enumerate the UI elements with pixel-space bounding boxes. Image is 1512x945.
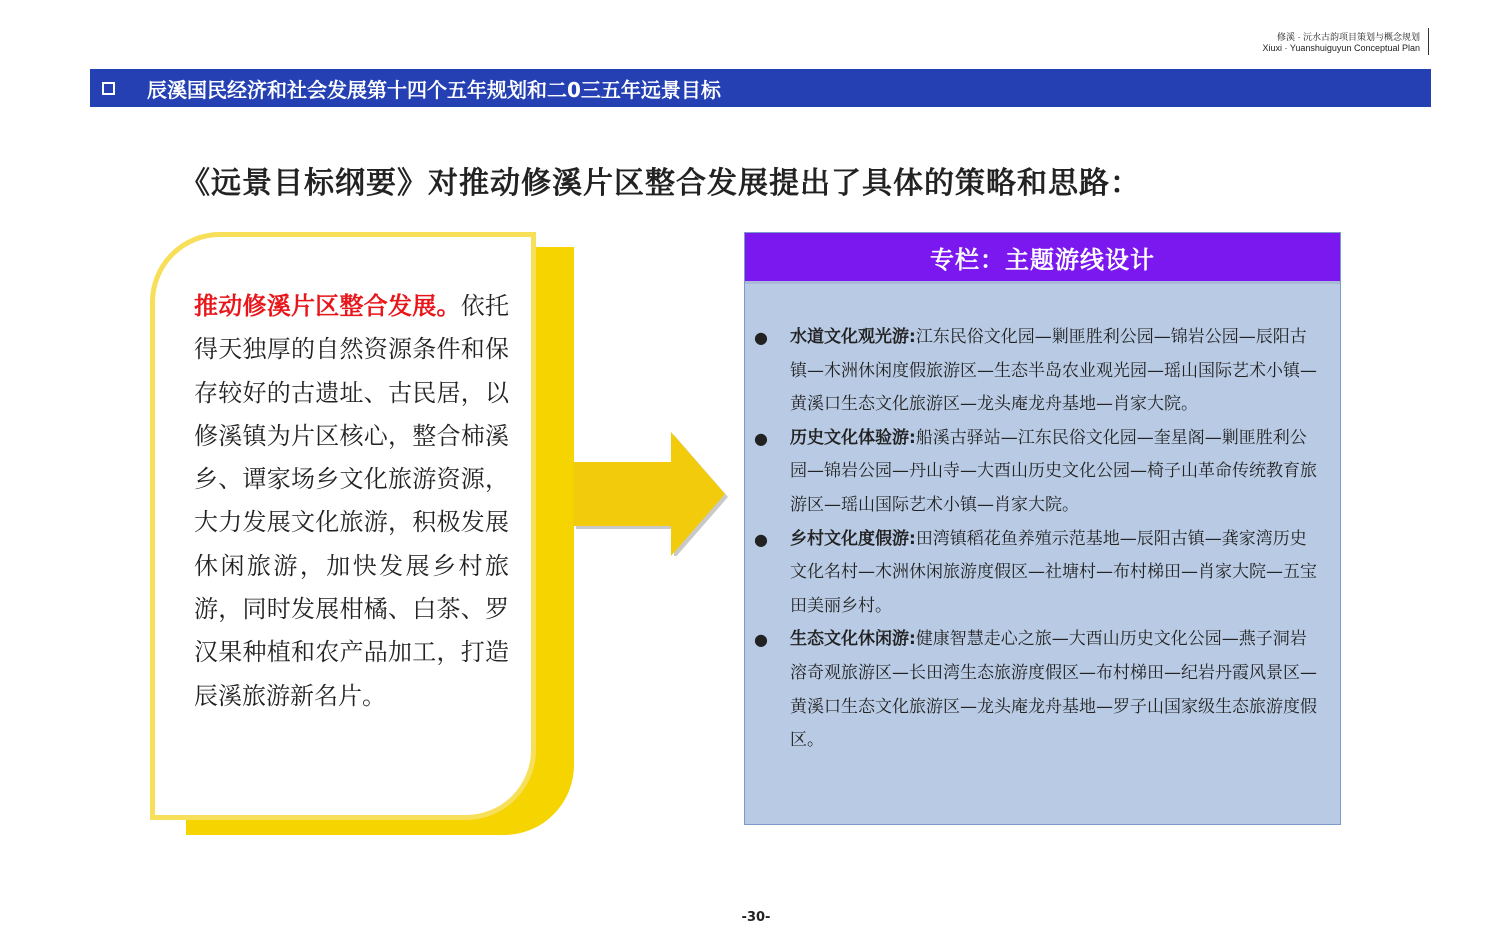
bullet-icon: ● bbox=[754, 428, 768, 448]
route-stops: 船溪古驿站—江东民俗文化园—奎星阁—剿匪胜利公园—锦岩公园—丹山寺—大酉山历史文化公园—椅子山革命传统教育旅游区—瑶山国际艺术小镇—肖家大院。 bbox=[790, 427, 1317, 515]
route-list bbox=[745, 321, 1340, 758]
route-stops: 健康智慧走心之旅—大酉山历史文化公园—燕子洞岩溶奇观旅游区—长田湾生态旅游度假区—布村梯田—纪岩丹霞风景区—黄溪口生态文化旅游区—龙头庵龙舟基地—罗子山国家级生态旅游度假区。 bbox=[790, 629, 1317, 751]
section-banner bbox=[90, 69, 1431, 107]
bullet-icon: ● bbox=[754, 630, 768, 650]
bullet-icon: ● bbox=[754, 328, 768, 347]
page-headline: 《远景目标纲要》对推动修溪片区整合发展提出了具体的策略和思路： bbox=[180, 166, 1141, 201]
panel-title: 专栏：主题游线设计 bbox=[930, 245, 1155, 274]
route-name: 乡村文化度假游: bbox=[790, 528, 916, 549]
list-item bbox=[745, 523, 1340, 624]
route-name: 生态文化休闲游: bbox=[790, 629, 916, 650]
bullet-icon: ● bbox=[754, 529, 768, 549]
page-number: -30- bbox=[741, 910, 771, 925]
checkbox-square-icon bbox=[102, 82, 115, 95]
header-title-en: Xiuxi · Yuanshuiguyun Conceptual Plan bbox=[1262, 43, 1420, 53]
strategy-body: 依托得天独厚的自然资源条件和保存较好的古遗址、古民居，以修溪镇为片区核心，整合柿溪乡、谭家场乡文化旅游资源，大力发展文化旅游，积极发展休闲旅游，加快发展乡村旅游，同时发展柑橘、白茶、罗汉果种植和农产品加工，打造辰溪旅游新名片。 bbox=[194, 292, 509, 710]
route-panel bbox=[744, 232, 1341, 825]
route-stops: 江东民俗文化园—剿匪胜利公园—锦岩公园—辰阳古镇—木洲休闲度假旅游区—生态半岛农业观光园—瑶山国际艺术小镇—黄溪口生态文化旅游区—龙头庵龙舟基地—肖家大院。 bbox=[790, 327, 1317, 415]
header-divider bbox=[1428, 28, 1429, 55]
right-arrow-icon bbox=[573, 432, 733, 556]
document-header bbox=[1263, 32, 1420, 54]
section-title: 辰溪国民经济和社会发展第十四个五年规划和二0三五年远景目标 bbox=[147, 77, 721, 102]
header-title-cn: 修溪 · 沅水古韵项目策划与概念规划 bbox=[1277, 32, 1420, 42]
list-item bbox=[745, 422, 1340, 523]
strategy-lead: 推动修溪片区整合发展。 bbox=[194, 292, 461, 320]
route-name: 水道文化观光游: bbox=[790, 327, 916, 347]
strategy-text bbox=[194, 285, 509, 718]
panel-header bbox=[745, 233, 1340, 284]
route-stops: 田湾镇稻花鱼养殖示范基地—辰阳古镇—龚家湾历史文化名村—木洲休闲旅游度假区—社塘村—布村梯田—肖家大院—五宝田美丽乡村。 bbox=[790, 528, 1317, 616]
route-name: 历史文化体验游: bbox=[790, 427, 916, 448]
list-item bbox=[745, 321, 1340, 422]
list-item bbox=[745, 623, 1340, 757]
